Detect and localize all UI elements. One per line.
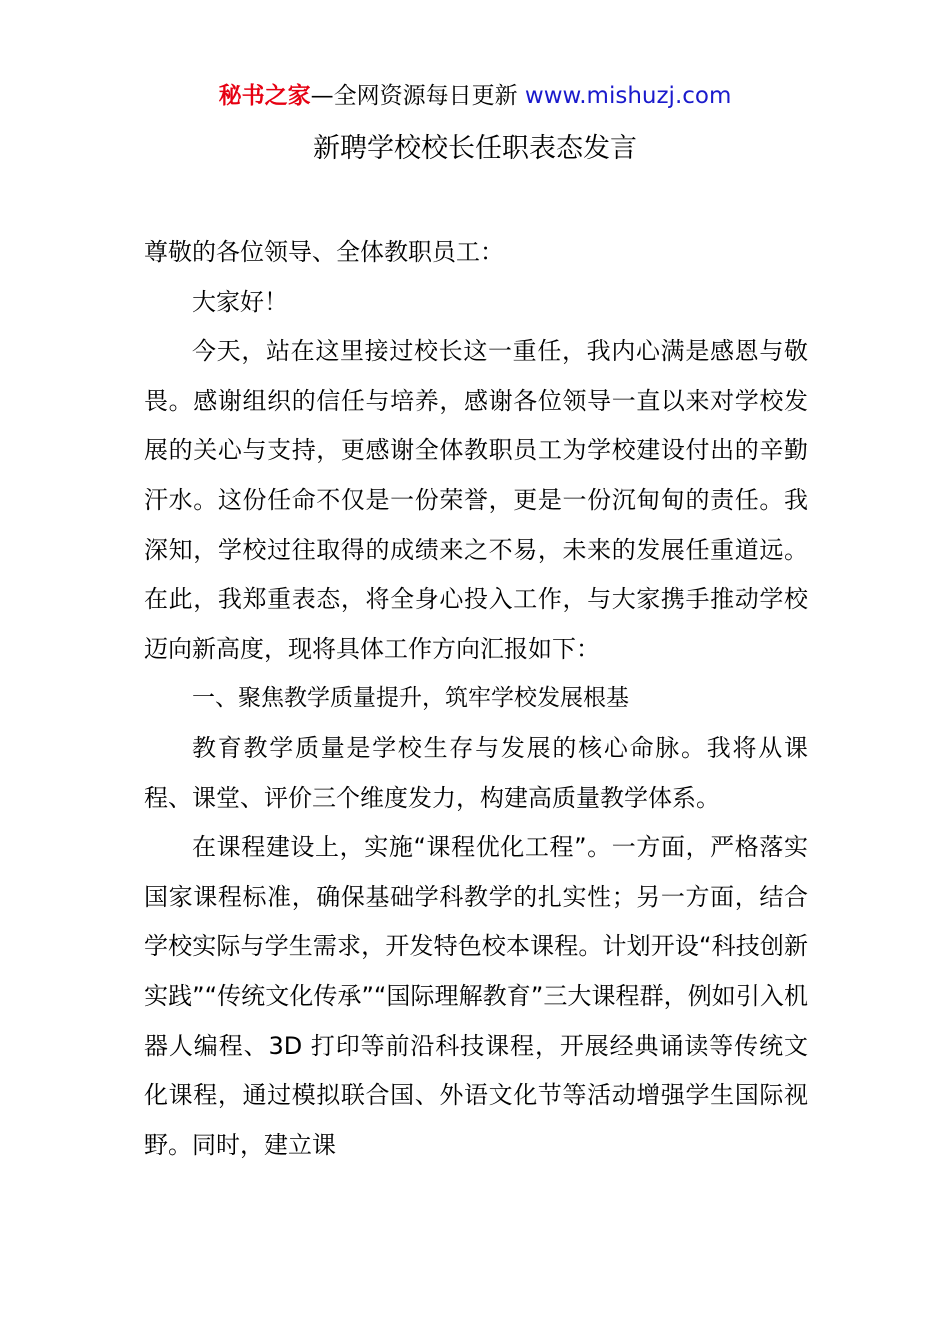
site-brand: 秘书之家 (218, 83, 311, 109)
document-title: 新聘学校校长任职表态发言 (313, 133, 637, 164)
greeting: 大家好！ (192, 287, 288, 316)
section-heading: 一、聚焦教学质量提升，筑牢学校发展根基 (192, 685, 629, 712)
site-header (0, 80, 950, 112)
paragraph: 今天，站在这里接过校长这一重任，我内心满是感恩与敬畏。感谢组织的信任与培养，感谢各位领导一直以来对学校发展的关心与支持，更感谢全体教职员工为学校建设付出的辛勤汗水。这份任命不仅是一份荣誉，更是一份沉甸甸的责任。我深知，学校过往取得的成绩来之不易，未来的发展任重道远。在此，我郑重表态，将全身心投入工作，与大家携手推动学校迈向新高度，现将具体工作方向汇报如下： (144, 337, 808, 663)
document-body (144, 228, 808, 1170)
paragraph: 教育教学质量是学校生存与发展的核心命脉。我将从课程、课堂、评价三个维度发力，构建高质量教学体系。 (144, 733, 808, 812)
site-tagline: —全网资源每日更新 (310, 83, 518, 109)
paragraph: 在课程建设上，实施“课程优化工程”。一方面，严格落实国家课程标准，确保基础学科教学的扎实性；另一方面，结合学校实际与学生需求，开发特色校本课程。计划开设“科技创新实践”“传统文化传承”“国际理解教育”三大课程群，例如引入机器人编程、3D 打印等前沿科技课程，开展经典诵读等传统文化课程，通过模拟联合国、外语文化节等活动增强学生国际视野。同时，建立课 (144, 833, 808, 1159)
salutation: 尊敬的各位领导、全体教职员工： (144, 238, 504, 266)
site-url-link[interactable]: www.mishuzj.com (524, 83, 732, 109)
